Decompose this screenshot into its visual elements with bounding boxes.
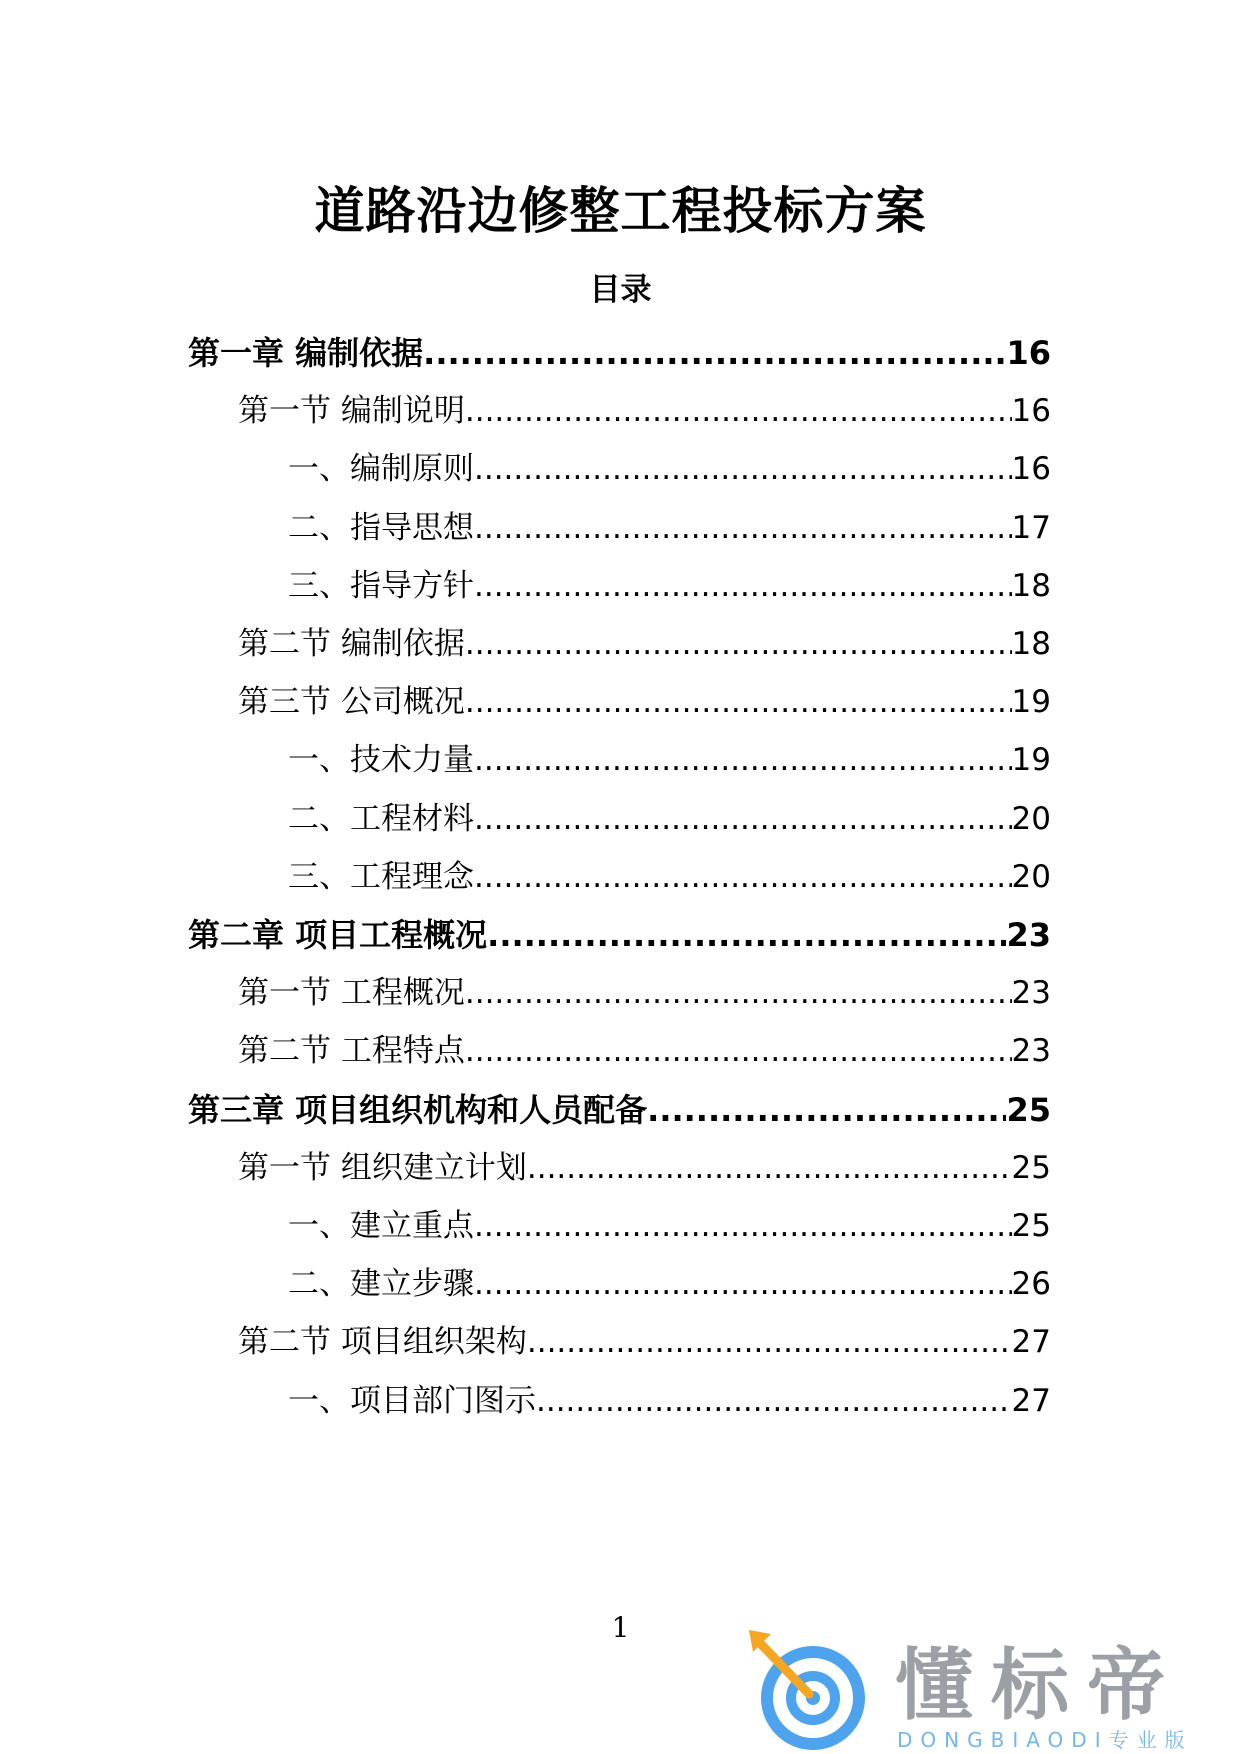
toc-entry-page: 16 [1006, 334, 1051, 372]
toc-entry-page: 25 [1011, 1208, 1051, 1244]
toc-entry-page: 19 [1011, 684, 1051, 721]
target-arrow-logo-icon [745, 1628, 870, 1754]
document-title: 道路沿边修整工程投标方案 [314, 182, 927, 240]
toc-entry-page: 23 [1011, 1033, 1051, 1070]
toc-leader-dots [474, 738, 1012, 782]
toc-entry-page: 25 [1011, 1149, 1051, 1186]
toc-entry-title: 一、建立重点 [288, 1208, 474, 1244]
toc-entry[interactable] [288, 1373, 1051, 1423]
toc-entry-title: 第三章 项目组织机构和人员配备 [188, 1090, 648, 1129]
toc-entry[interactable] [288, 558, 1051, 608]
toc-entry-title: 一、项目部门图示 [288, 1382, 536, 1419]
toc-leader-dots [474, 447, 1012, 491]
toc-entry-page: 19 [1011, 742, 1051, 779]
toc-entry-title: 第一节 工程概况 [238, 975, 465, 1012]
toc-entry-title: 第一节 编制说明 [238, 393, 465, 430]
toc-entry-page: 16 [1011, 451, 1051, 488]
toc-leader-dots [474, 1204, 1012, 1248]
toc-entry-title: 第二章 项目工程概况 [188, 916, 488, 954]
toc-entry-title: 第一节 组织建立计划 [238, 1149, 527, 1186]
page-number: 1 [611, 1611, 630, 1644]
toc-leader-dots [536, 1379, 1012, 1423]
toc-entry-page: 16 [1011, 393, 1051, 430]
toc-entry-title: 第一章 编制依据 [188, 334, 424, 372]
toc-entry[interactable] [288, 791, 1051, 841]
toc-entry-page: 20 [1011, 800, 1051, 837]
toc-entry-title: 一、编制原则 [288, 451, 474, 488]
toc-leader-dots [527, 1320, 1012, 1364]
toc-entry[interactable] [238, 1023, 1051, 1073]
toc-leader-dots [474, 1262, 1012, 1306]
toc-entry-page: 23 [1006, 916, 1051, 954]
toc-entry-page: 20 [1011, 858, 1051, 895]
toc-leader-dots [465, 680, 1012, 724]
toc-leader-dots [465, 1029, 1012, 1073]
toc-leader-dots [647, 1088, 1006, 1132]
toc-entry-title: 第二节 编制依据 [238, 626, 465, 662]
toc-leader-dots [423, 331, 1006, 375]
toc-entry[interactable] [188, 907, 1051, 957]
toc-leader-dots [474, 855, 1012, 899]
toc-entry[interactable] [238, 1314, 1051, 1364]
toc-entry-title: 三、工程理念 [288, 858, 474, 895]
toc-leader-dots [487, 913, 1006, 957]
toc-entry[interactable] [288, 732, 1051, 782]
toc-entry[interactable] [238, 1140, 1051, 1190]
toc-entry-page: 18 [1011, 567, 1051, 604]
toc-entry-page: 26 [1011, 1266, 1051, 1303]
toc-entry-page: 18 [1011, 626, 1051, 662]
toc-entry-title: 第二节 工程特点 [238, 1033, 465, 1070]
toc-entry-page: 23 [1011, 975, 1051, 1012]
toc-entry[interactable] [188, 325, 1051, 375]
toc-entry[interactable] [288, 1198, 1051, 1248]
toc-entry-page: 17 [1011, 509, 1051, 546]
watermark-brand-name: 懂标帝 [895, 1641, 1184, 1731]
toc-entry[interactable] [288, 849, 1051, 899]
toc-leader-dots [465, 971, 1012, 1015]
toc-leader-dots [465, 622, 1012, 666]
watermark [745, 1628, 1241, 1754]
toc-entry-title: 第三节 公司概况 [238, 684, 465, 721]
toc-entry[interactable] [288, 441, 1051, 491]
toc-entry[interactable] [238, 965, 1051, 1015]
toc-entry-title: 一、技术力量 [288, 742, 474, 779]
watermark-brand-subtitle: DONGBIAODI专业版 [897, 1728, 1193, 1752]
toc-leader-dots [527, 1146, 1012, 1190]
toc-entry[interactable] [288, 500, 1051, 550]
toc-entry[interactable] [188, 1082, 1051, 1132]
toc-entry-title: 第二节 项目组织架构 [238, 1324, 527, 1361]
toc-entry[interactable] [238, 616, 1051, 666]
toc-entry-title: 二、建立步骤 [288, 1266, 474, 1303]
toc-entry-page: 27 [1011, 1324, 1051, 1361]
toc-heading: 目录 [589, 272, 652, 308]
toc-leader-dots [474, 564, 1012, 608]
toc-entry-title: 二、工程材料 [288, 800, 474, 837]
toc-entry-page: 25 [1006, 1090, 1051, 1129]
toc-entry-title: 二、指导思想 [288, 509, 474, 546]
toc-leader-dots [474, 797, 1012, 841]
toc-entry-page: 27 [1011, 1382, 1051, 1419]
toc-leader-dots [465, 389, 1012, 433]
toc-entry-title: 三、指导方针 [288, 567, 474, 604]
toc-leader-dots [474, 506, 1012, 550]
toc-entry[interactable] [238, 674, 1051, 724]
toc-entry[interactable] [288, 1256, 1051, 1306]
toc-entry[interactable] [238, 383, 1051, 433]
